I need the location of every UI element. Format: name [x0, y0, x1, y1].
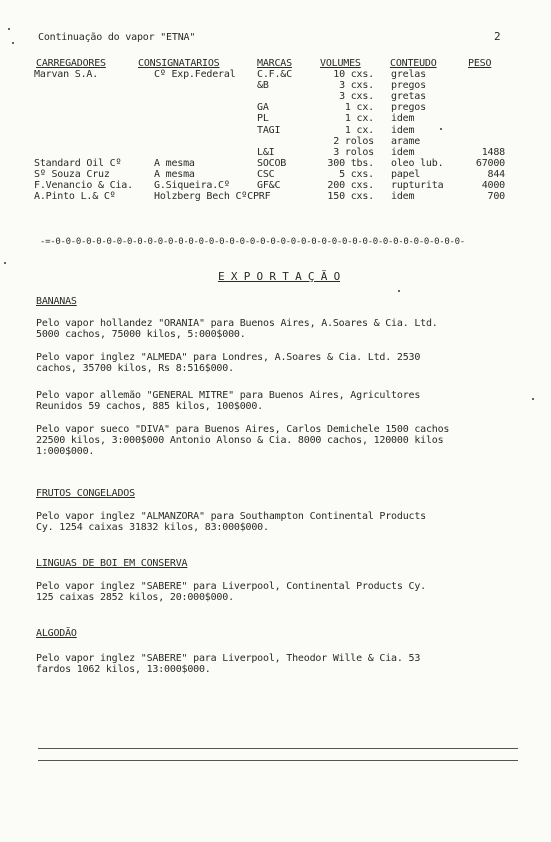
- paragraph-line: Pelo vapor inglez "ALMANZORA" para Southampton Continental Products: [36, 511, 426, 522]
- ink-speck: [532, 398, 534, 400]
- paragraph-line: Cy. 1254 caixas 31832 kilos, 83:000$000.: [36, 522, 269, 533]
- cell-peso: 844: [487, 168, 505, 180]
- ink-speck: [398, 290, 400, 292]
- ink-speck: [12, 42, 14, 44]
- section-title: E X P O R T A Ç Ã O: [218, 270, 341, 283]
- cell-carregador: Sº Souza Cruz: [34, 168, 110, 180]
- cell-consignatario: Holzberg Bech CºCPRF: [154, 191, 271, 203]
- ink-speck: [8, 28, 10, 30]
- paragraph-line: Reunidos 59 cachos, 885 kilos, 100$000.: [36, 401, 263, 412]
- header-carregadores: CARREGADORES: [36, 58, 106, 69]
- section-heading: ALGODÃO: [36, 628, 77, 639]
- cell-conteudo: idem: [391, 191, 415, 203]
- cell-peso: 700: [487, 191, 505, 203]
- bottom-rule-1: [38, 748, 518, 749]
- cell-conteudo: oleo lub.: [391, 157, 444, 169]
- cell-conteudo: grelas: [391, 69, 426, 80]
- cell-volume: 1 cx.: [344, 113, 374, 125]
- paragraph-line: fardos 1062 kilos, 13:000$000.: [36, 664, 211, 675]
- cell-volume: 10 cxs.: [333, 69, 374, 80]
- cell-conteudo: arame: [391, 135, 421, 147]
- cell-carregador: F.Venancio & Cia.: [34, 180, 133, 191]
- cell-conteudo: idem: [391, 113, 415, 125]
- cell-peso: 67000: [475, 157, 505, 169]
- bottom-rule-2: [38, 760, 518, 761]
- cell-carregador: Marvan S.A.: [34, 69, 99, 80]
- ink-speck: [440, 128, 442, 130]
- cell-conteudo: pregos: [391, 102, 426, 114]
- cell-volume: 200 cxs.: [327, 180, 374, 191]
- cell-volume: 1 cx.: [344, 124, 374, 136]
- cell-peso: 4000: [481, 180, 505, 191]
- paragraph-line: Pelo vapor hollandez "ORANIA" para Buenos Aires, A.Soares & Cia. Ltd.: [36, 318, 438, 329]
- cell-volume: 1 cx.: [344, 102, 374, 114]
- cell-carregador: A.Pinto L.& Cº: [34, 191, 116, 203]
- paragraph-line: cachos, 35700 kilos, Rs 8:516$000.: [36, 363, 234, 374]
- cell-marca: CSC: [257, 168, 275, 180]
- paragraph-line: 22500 kilos, 3:000$000 Antonio Alonso & Cia. 8000 cachos, 120000 kilos: [36, 435, 444, 446]
- paragraph-line: Pelo vapor allemão "GENERAL MITRE" para Buenos Aires, Agricultores: [36, 390, 421, 401]
- cell-volume: 5 cxs.: [339, 168, 374, 180]
- header-conteudo: CONTEUDO: [390, 58, 437, 69]
- header-consignatarios: CONSIGNATARIOS: [138, 58, 220, 69]
- continuation-heading: Continuação do vapor "ETNA": [38, 32, 196, 43]
- paragraph-line: Pelo vapor inglez "ALMEDA" para Londres, A.Soares & Cia. Ltd. 2530: [36, 352, 421, 363]
- cell-marca: C.F.&C: [257, 69, 292, 80]
- ink-speck: [4, 262, 6, 264]
- cell-marca: L&I: [257, 146, 275, 158]
- cell-marca: SOCOB: [257, 157, 287, 169]
- cell-volume: 2 rolos: [333, 135, 374, 147]
- cell-peso: 1488: [481, 146, 505, 158]
- paragraph-line: 125 caixas 2852 kilos, 20:000$000.: [36, 592, 234, 603]
- cell-volume: 300 tbs.: [327, 157, 374, 169]
- cell-marca: &B: [257, 80, 269, 92]
- cell-conteudo: idem: [391, 146, 415, 158]
- cell-marca: GA: [257, 102, 269, 114]
- decorative-divider: -=-0-0-0-0-0-0-0-0-0-0-0-0-0-0-0-0-0-0-0-0-0-0-0-0-0-0-0-0-0-0-0-0-0-0-0-0-0-0-0-0-: [40, 237, 465, 247]
- cell-marca: PL: [257, 113, 269, 125]
- header-marcas: MARCAS: [257, 58, 292, 69]
- cell-consignatario: A mesma: [154, 157, 195, 169]
- cell-volume: 3 cxs.: [339, 80, 374, 92]
- paragraph-line: 1:000$000.: [36, 446, 95, 457]
- section-heading: BANANAS: [36, 296, 77, 307]
- cell-volume: 150 cxs.: [327, 191, 374, 203]
- cell-conteudo: idem: [391, 124, 415, 136]
- paragraph-line: Pelo vapor inglez "SABERE" para Liverpool, Theodor Wille & Cia. 53: [36, 653, 421, 664]
- header-peso: PESO: [468, 58, 492, 69]
- cell-carregador: Standard Oil Cº: [34, 157, 122, 169]
- paragraph-line: 5000 cachos, 75000 kilos, 5:000$000.: [36, 329, 246, 340]
- cell-conteudo: gretas: [391, 91, 426, 103]
- header-volumes: VOLUMES: [320, 58, 361, 69]
- cell-volume: 3 rolos: [333, 146, 374, 158]
- cell-marca: TAGI: [257, 124, 281, 136]
- cell-consignatario: Cº Exp.Federal: [154, 69, 236, 80]
- cell-conteudo: papel: [391, 168, 421, 180]
- cell-volume: 3 cxs.: [339, 91, 374, 103]
- paragraph-line: Pelo vapor sueco "DIVA" para Buenos Aires, Carlos Demichele 1500 cachos: [36, 424, 450, 435]
- cell-conteudo: pregos: [391, 80, 426, 92]
- section-heading: FRUTOS CONGELADOS: [36, 488, 135, 499]
- cell-conteudo: rupturita: [391, 180, 444, 191]
- cell-consignatario: A mesma: [154, 168, 195, 180]
- cell-marca: GF&C: [257, 180, 281, 191]
- section-heading: LINGUAS DE BOI EM CONSERVA: [36, 558, 188, 569]
- page-number: 2: [494, 30, 501, 43]
- cell-consignatario: G.Siqueira.Cº: [154, 180, 230, 191]
- paragraph-line: Pelo vapor inglez "SABERE" para Liverpool, Continental Products Cy.: [36, 581, 426, 592]
